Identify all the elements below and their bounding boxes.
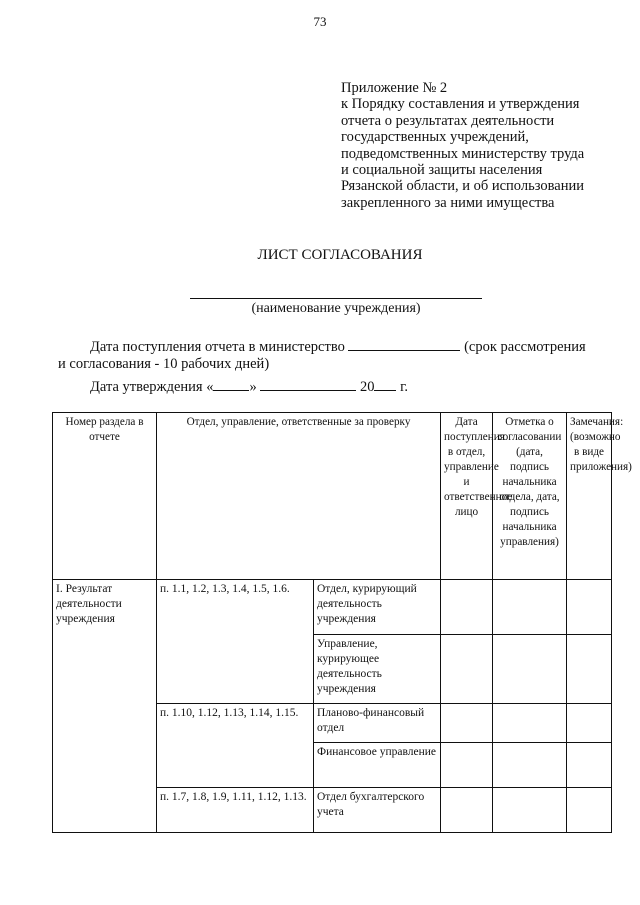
section-name: I. Результат деятельности учреждения (53, 580, 157, 833)
remarks-cell[interactable] (567, 743, 612, 788)
item-points: п. 1.1, 1.2, 1.3, 1.4, 1.5, 1.6. (157, 580, 314, 704)
remarks-cell[interactable] (567, 788, 612, 833)
mark-cell[interactable] (493, 704, 567, 743)
approval-year-field[interactable] (374, 378, 396, 391)
appendix-block (341, 80, 631, 211)
appendix-line: к Порядку составления и утверждения (341, 96, 580, 113)
item-points: п. 1.7, 1.8, 1.9, 1.11, 1.12, 1.13. (157, 788, 314, 833)
remarks-cell[interactable] (567, 580, 612, 635)
remarks-cell[interactable] (567, 635, 612, 704)
institution-name-field[interactable] (190, 283, 482, 299)
mark-cell[interactable] (493, 635, 567, 704)
mark-cell[interactable] (493, 580, 567, 635)
approval-year-suffix: г. (400, 379, 409, 395)
approval-year-prefix: 20 (359, 379, 375, 395)
approval-month-field[interactable] (260, 378, 356, 391)
header-remarks: Замечания: (возможно в виде приложения) (567, 413, 612, 580)
date-cell[interactable] (441, 635, 493, 704)
header-section: Номер раздела в отчете (53, 413, 157, 580)
appendix-line: подведомственных министерству труда (341, 145, 585, 162)
responsible-unit: Финансовое управление (314, 743, 441, 788)
appendix-line: закрепленного за ними имущества (341, 194, 555, 211)
review-term-label: (срок рассмотрения (464, 339, 586, 355)
document-title: ЛИСТ СОГЛАСОВАНИЯ (257, 247, 423, 263)
date-cell[interactable] (441, 743, 493, 788)
approval-table (52, 412, 632, 833)
appendix-line: Приложение № 2 (341, 80, 448, 96)
date-cell[interactable] (441, 788, 493, 833)
approval-quote-close: » (249, 379, 257, 395)
header-mark: Отметка о согласовании (дата, подпись начальника отдела, дата, подпись начальника управления) (493, 413, 567, 580)
receipt-date-label: Дата поступления отчета в министерство (90, 339, 345, 355)
approval-date-line (90, 378, 408, 396)
responsible-unit: Планово-финансовый отдел (314, 704, 441, 743)
receipt-date-paragraph (58, 338, 614, 373)
responsible-unit: Отдел, курирующий деятельность учреждения (314, 580, 441, 635)
review-term-continuation: и согласования - 10 рабочих дней) (58, 356, 270, 372)
approval-date-label: Дата утверждения « (90, 379, 214, 395)
responsible-unit: Отдел бухгалтерского учета (314, 788, 441, 833)
date-cell[interactable] (441, 704, 493, 743)
table-row (53, 580, 612, 635)
institution-name-caption: (наименование учреждения) (251, 301, 421, 316)
table-header-row (53, 413, 612, 580)
appendix-line: и социальной защиты населения (341, 162, 543, 179)
page-number: 73 (313, 14, 327, 29)
header-date: Дата поступления в отдел, управление и ответственное лицо (441, 413, 493, 580)
date-cell[interactable] (441, 580, 493, 635)
approval-day-field[interactable] (213, 378, 249, 391)
header-department: Отдел, управление, ответственные за проверку (157, 413, 441, 580)
appendix-line: государственных учреждений, (341, 129, 529, 146)
receipt-date-field[interactable] (348, 338, 460, 351)
remarks-cell[interactable] (567, 704, 612, 743)
item-points: п. 1.10, 1.12, 1.13, 1.14, 1.15. (157, 704, 314, 788)
mark-cell[interactable] (493, 743, 567, 788)
appendix-line: Рязанской области, и об использовании (341, 178, 584, 195)
responsible-unit: Управление, курирующее деятельность учреждения (314, 635, 441, 704)
mark-cell[interactable] (493, 788, 567, 833)
appendix-line: отчета о результатах деятельности (341, 112, 555, 129)
